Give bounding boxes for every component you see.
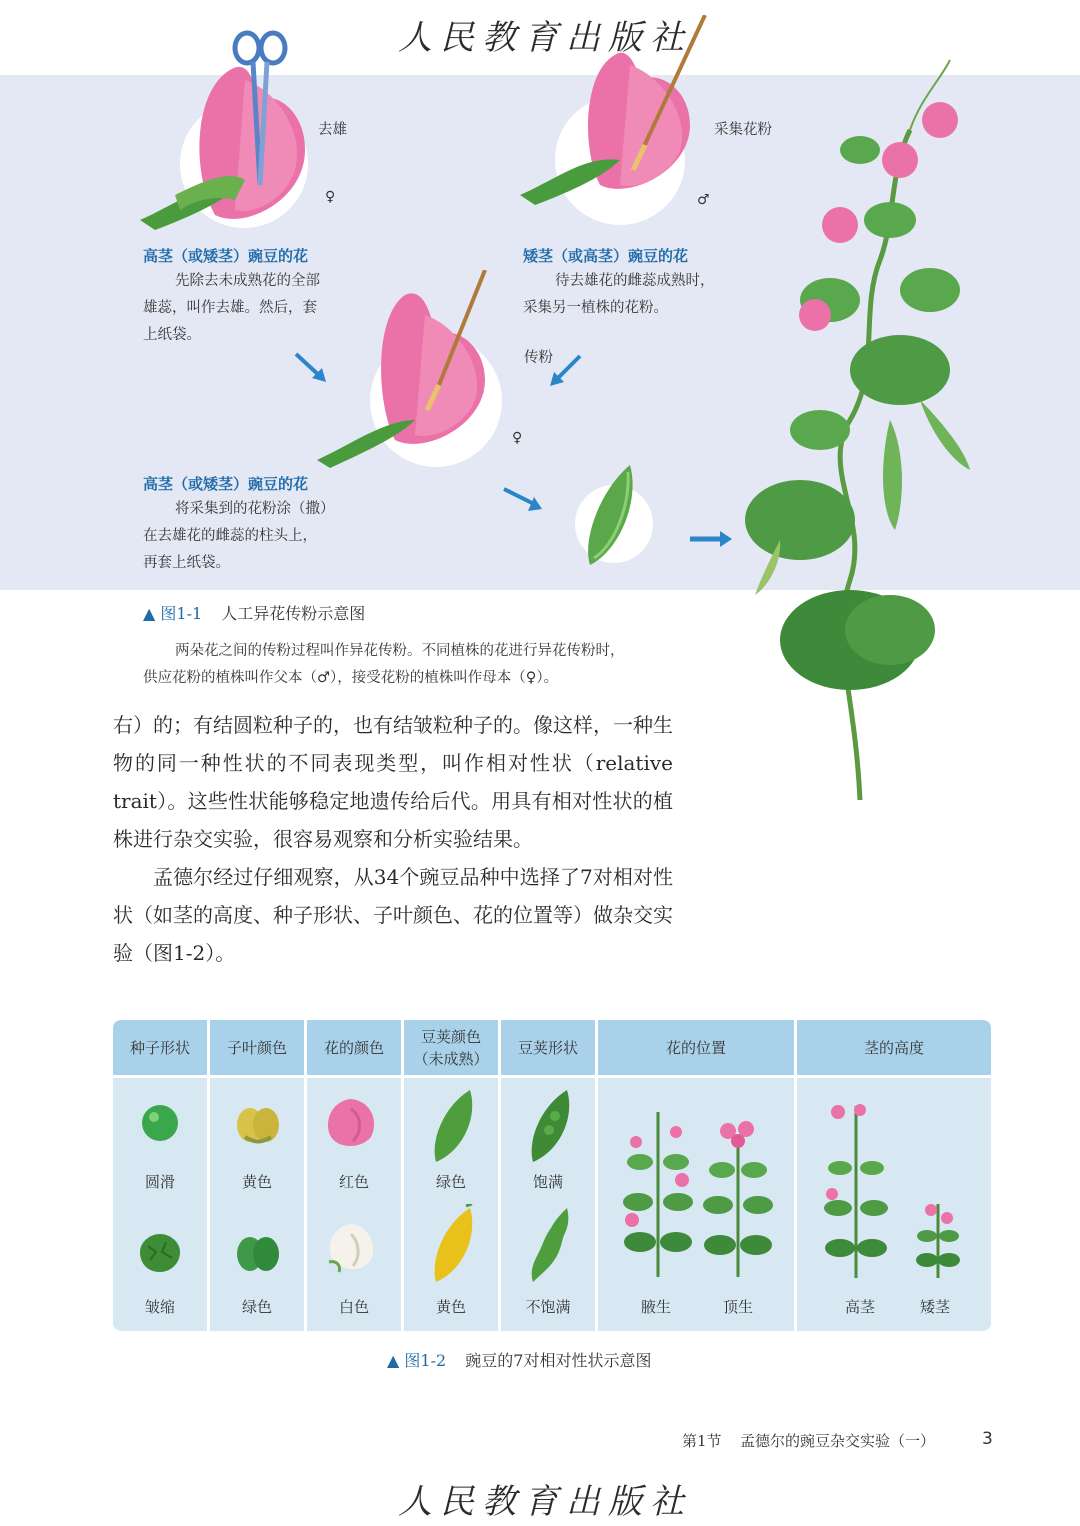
yellow-cotyledon-image (235, 1103, 281, 1145)
header-cotyledon-color: 子叶颜色 (210, 1020, 304, 1075)
publisher-watermark-top: 人民教育出版社 (398, 18, 692, 58)
step1-line-3: 上纸袋。 (143, 327, 201, 343)
trait-dwarf-stem: 矮茎 (919, 1298, 950, 1316)
step3-line-1: 将采集到的花粉涂（撒） (175, 501, 335, 517)
figure-1-2-table (113, 1020, 991, 1331)
arrow-icon (690, 528, 732, 550)
step2-line-1: 待去雄花的雌蕊成熟时， (555, 273, 715, 289)
male-symbol: ♂ (697, 192, 710, 208)
step3-description (143, 496, 383, 577)
header-pod-color: 豆荚颜色 （未成熟） (404, 1020, 498, 1075)
figure-1-2-title: 豌豆的7对相对性状示意图 (465, 1351, 652, 1370)
step1-line-2: 雄蕊，叫作去雄。然后，套 (143, 300, 317, 316)
pea-pod-icon (580, 460, 640, 570)
female-symbol-1: ♀ (325, 189, 336, 205)
body-paragraph-1: 右）的；有结圆粒种子的，也有结皱粒种子的。像这样，一种生物的同一种性状的不同表现类型，叫作相对性状（relative trait）。这些性状能够稳定地遗传给后代。用具有相对性状的植株进行杂交实验，很容易观察和分析实验结果。 (113, 713, 673, 851)
trait-full-pod: 饱满 (532, 1173, 563, 1191)
figure-1-2-caption (387, 1348, 651, 1371)
green-cotyledon-image (235, 1232, 281, 1274)
column-divider (401, 1020, 404, 1331)
trait-terminal: 顶生 (722, 1298, 753, 1316)
column-divider (207, 1020, 210, 1331)
yellow-pod-image (428, 1204, 478, 1286)
constricted-pod-image (525, 1204, 575, 1286)
white-flower-image (323, 1220, 379, 1276)
publisher-watermark-bottom: 人民教育出版社 (398, 1482, 692, 1522)
column-divider (304, 1020, 307, 1331)
trait-yellow-pod: 黄色 (435, 1298, 466, 1316)
trait-wrinkled: 皱缩 (144, 1298, 175, 1316)
terminal-flower-plant-image (698, 1115, 778, 1277)
step2-description (523, 268, 763, 322)
arrow-icon (546, 352, 586, 388)
round-seed-image (140, 1103, 180, 1143)
trait-constricted-pod: 不饱满 (525, 1298, 571, 1316)
page-number: 3 (982, 1429, 993, 1449)
header-divider (113, 1075, 991, 1078)
figure-1-1-caption (143, 601, 365, 624)
column-divider (498, 1020, 501, 1331)
figure-1-2-number: ▲ 图1-2 (387, 1351, 447, 1370)
header-pod-shape: 豆荚形状 (501, 1020, 595, 1075)
step1-line-1: 先除去未成熟花的全部 (175, 273, 320, 289)
section-number: 第1节 (682, 1432, 722, 1450)
column-divider (794, 1020, 797, 1331)
emasculation-flower-illustration (135, 30, 335, 240)
note-line-1: 两朵花之间的传粉过程叫作异花传粉。不同植株的花进行异花传粉时， (175, 643, 625, 659)
trait-green-pod: 绿色 (435, 1173, 466, 1191)
pollen-collection-label: 采集花粉 (714, 122, 772, 138)
figure-1-1-number: ▲ 图1-1 (143, 604, 203, 623)
green-pod-image (428, 1086, 478, 1166)
body-text (113, 706, 673, 972)
figure-1-1-title: 人工异花传粉示意图 (221, 604, 366, 623)
step3-line-3: 再套上纸袋。 (143, 555, 230, 571)
column-divider (595, 1020, 598, 1331)
pea-plant-illustration (740, 40, 980, 800)
tall-stem-plant-image (816, 1098, 896, 1278)
pollination-label: 传粉 (524, 350, 553, 366)
figure-1-1-note (143, 638, 703, 692)
section-title: 孟德尔的豌豆杂交实验（一） (740, 1432, 936, 1450)
red-flower-image (321, 1095, 381, 1151)
step3-title: 高茎（或矮茎）豌豆的花 (143, 475, 309, 493)
step3-line-2: 在去雄花的雌蕊的柱头上， (143, 528, 317, 544)
trait-round: 圆滑 (144, 1173, 175, 1191)
pollen-collection-flower-illustration (515, 15, 715, 215)
trait-white-flower: 白色 (338, 1298, 369, 1316)
trait-axial: 腋生 (640, 1298, 671, 1316)
trait-tall-stem: 高茎 (844, 1298, 875, 1316)
body-paragraph-2: 孟德尔经过仔细观察，从34个豌豆品种中选择了7对相对性状（如茎的高度、种子形状、子叶颜色、花的位置等）做杂交实验（图1-2）。 (113, 865, 673, 965)
wrinkled-seed-image (138, 1232, 182, 1274)
step2-line-2: 采集另一植株的花粉。 (523, 300, 668, 316)
pollinating-flower-illustration (315, 270, 505, 470)
axial-flower-plant-image (618, 1102, 698, 1277)
trait-red-flower: 红色 (338, 1173, 369, 1191)
header-flower-color: 花的颜色 (307, 1020, 401, 1075)
step1-title: 高茎（或矮茎）豌豆的花 (143, 247, 309, 265)
note-line-2: 供应花粉的植株叫作父本（♂），接受花粉的植株叫作母本（♀）。 (143, 670, 559, 686)
dwarf-stem-plant-image (913, 1198, 963, 1278)
emasculation-label: 去雄 (318, 122, 347, 138)
full-pod-image (525, 1086, 575, 1166)
arrow-icon (502, 485, 544, 515)
trait-yellow-cotyledon: 黄色 (241, 1173, 272, 1191)
female-symbol-2: ♀ (512, 430, 523, 446)
header-flower-position: 花的位置 (598, 1020, 794, 1075)
trait-green-cotyledon: 绿色 (241, 1298, 272, 1316)
header-stem-height: 茎的高度 (797, 1020, 991, 1075)
step2-title: 矮茎（或高茎）豌豆的花 (523, 247, 689, 265)
header-seed-shape: 种子形状 (113, 1020, 207, 1075)
